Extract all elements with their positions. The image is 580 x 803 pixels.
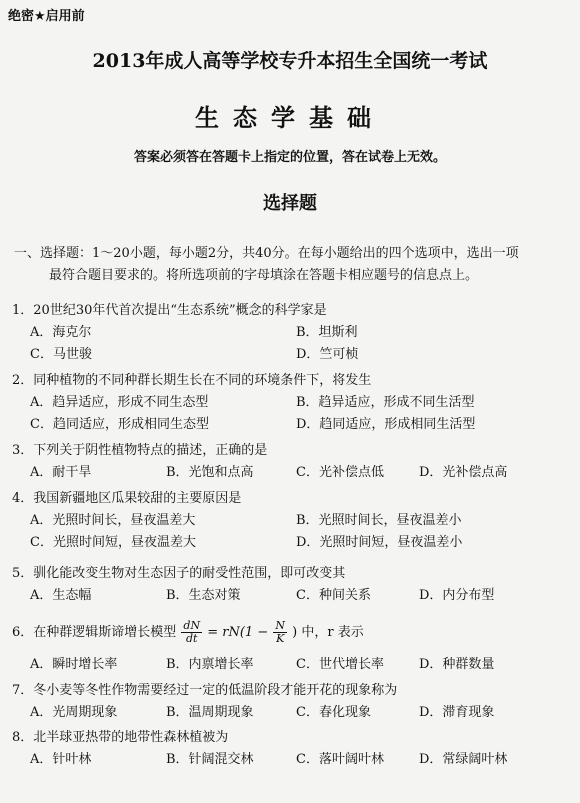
option-d: D．光补偿点高 <box>419 465 508 480</box>
question-3 <box>12 440 572 484</box>
option-a: A．海克尔 <box>30 325 92 340</box>
options-row <box>12 654 572 676</box>
subject-title: 生态学基础 <box>195 104 385 132</box>
instruction-line: 一、选择题：1～20小题，每小题2分，共40分。在每小题给出的四个选项中，选出一项 <box>14 246 519 261</box>
option-c: C．趋同适应，形成相同生态型 <box>30 417 209 432</box>
option-d: D．竺可桢 <box>296 347 359 362</box>
option-b: B．内禀增长率 <box>166 657 254 672</box>
option-c: C．种间关系 <box>296 588 371 603</box>
options-row <box>12 392 572 414</box>
section-title: 选择题 <box>263 193 317 214</box>
instruction-line: 最符合题目要求的。将所选项前的字母填涂在答题卡相应题号的信息点上。 <box>49 268 479 283</box>
options-row <box>12 462 572 484</box>
question-stem: 8．北半球亚热带的地带性森林植被为 <box>12 730 229 745</box>
question-stem: 3．下列关于阴性植物特点的描述，正确的是 <box>12 443 268 458</box>
formula-denominator: dt <box>186 632 198 645</box>
formula-fraction-dn-dt <box>181 620 202 645</box>
option-a: A．针叶林 <box>30 752 92 767</box>
question-stem: 2．同种植物的不同种群长期生长在不同的环境条件下，将发生 <box>12 373 372 388</box>
stem-suffix: 中，r 表示 <box>301 625 364 640</box>
option-b: B．生态对策 <box>166 588 241 603</box>
stem-prefix: 6．在种群逻辑斯谛增长模型 <box>12 625 177 640</box>
option-a: A．生态幅 <box>30 588 92 603</box>
option-c: C．落叶阔叶林 <box>296 752 384 767</box>
option-c: C．马世骏 <box>30 347 92 362</box>
option-b: B．光饱和点高 <box>166 465 254 480</box>
question-8 <box>12 727 572 771</box>
option-c: C．世代增长率 <box>296 657 384 672</box>
question-4 <box>12 488 572 554</box>
options-row <box>12 702 572 724</box>
confidential-label: 绝密★启用前 <box>8 9 85 24</box>
options-row <box>12 585 572 607</box>
formula-middle: = rN(1 − <box>207 625 269 640</box>
option-d: D．种群数量 <box>419 657 495 672</box>
question-6 <box>12 616 572 676</box>
option-a: A．瞬时增长率 <box>30 657 118 672</box>
option-d: D．光照时间短，昼夜温差小 <box>296 535 463 550</box>
question-stem: 4．我国新疆地区瓜果较甜的主要原因是 <box>12 491 242 506</box>
question-stem: 7．冬小麦等冬性作物需要经过一定的低温阶段才能开花的现象称为 <box>12 683 398 698</box>
formula-denominator: K <box>276 632 285 645</box>
options-row <box>12 414 572 436</box>
options-row <box>12 749 572 771</box>
question-5 <box>12 563 572 607</box>
option-c: C．光补偿点低 <box>296 465 384 480</box>
option-b: B．趋异适应，形成不同生活型 <box>296 395 475 410</box>
option-a: A．光周期现象 <box>30 705 118 720</box>
option-a: A．光照时间长，昼夜温差大 <box>30 513 196 528</box>
option-a: A．趋异适应，形成不同生态型 <box>30 395 209 410</box>
question-7 <box>12 680 572 724</box>
section-instruction <box>14 243 570 287</box>
question-stem: 1．20世纪30年代首次提出“生态系统”概念的科学家是 <box>12 303 327 318</box>
option-b: B．温周期现象 <box>166 705 254 720</box>
question-stem <box>12 616 572 650</box>
options-row <box>12 532 572 554</box>
formula-end: ) <box>292 625 298 640</box>
option-b: B．光照时间长，昼夜温差小 <box>296 513 462 528</box>
option-d: D．趋同适应，形成相同生活型 <box>296 417 476 432</box>
options-row <box>12 510 572 532</box>
option-c: C．春化现象 <box>296 705 371 720</box>
exam-title: 2013年成人高等学校专升本招生全国统一考试 <box>92 50 488 72</box>
option-b: B．坦斯利 <box>296 325 358 340</box>
options-row <box>12 344 572 366</box>
question-1 <box>12 300 572 366</box>
option-d: D．滞育现象 <box>419 705 495 720</box>
formula-numerator: dN <box>183 619 201 632</box>
option-d: D．常绿阔叶林 <box>419 752 508 767</box>
formula-numerator: N <box>275 619 285 632</box>
option-a: A．耐干旱 <box>30 465 92 480</box>
option-b: B．针阔混交林 <box>166 752 254 767</box>
formula-fraction-n-k <box>273 620 287 645</box>
question-2 <box>12 370 572 436</box>
question-stem: 5．驯化能改变生物对生态因子的耐受性范围，即可改变其 <box>12 566 346 581</box>
answer-notice: 答案必须答在答题卡上指定的位置，答在试卷上无效。 <box>133 150 446 165</box>
option-d: D．内分布型 <box>419 588 495 603</box>
option-c: C．光照时间短，昼夜温差大 <box>30 535 196 550</box>
options-row <box>12 322 572 344</box>
